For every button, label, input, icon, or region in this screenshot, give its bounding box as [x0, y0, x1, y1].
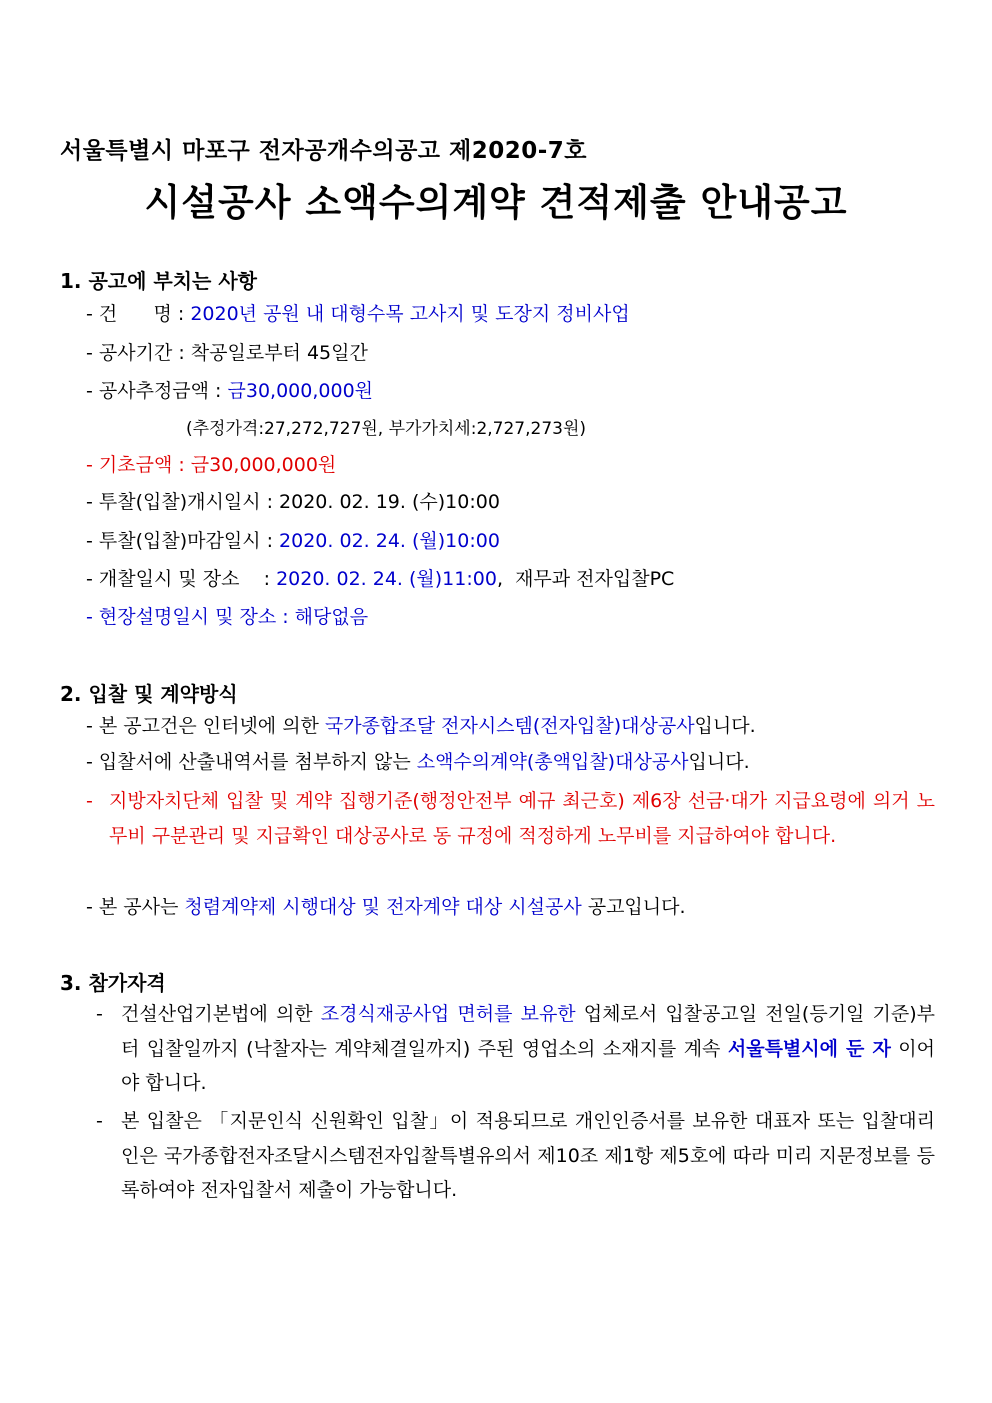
opening-place: , 재무과 전자입찰PC — [496, 568, 675, 590]
method-line-4-end: 공고입니다. — [581, 896, 686, 918]
page-title: 시설공사 소액수의계약 견적제출 안내공고 — [144, 181, 848, 224]
project-name-label: - 건 명 : — [86, 303, 191, 325]
qualification-seoul-highlight: 서울특별시에 둔 자 — [727, 1037, 891, 1060]
method-line-3-dash: - — [86, 790, 93, 812]
method-line-4-highlight: 청렴계약제 시행대상 및 전자계약 대상 시설공사 — [184, 896, 582, 918]
section-1-heading: 1. 공고에 부치는 사항 — [60, 269, 257, 293]
method-line-3 — [86, 784, 935, 853]
method-line-4-text: - 본 공사는 — [86, 896, 185, 918]
bid-open-datetime: - 투찰(입찰)개시일시 : 2020. 02. 19. (수)10:00 — [86, 491, 500, 513]
section-3-heading: 3. 참가자격 — [60, 971, 166, 995]
bid-close-row — [86, 529, 500, 553]
base-price: - 기초금액 : 금30,000,000원 — [86, 454, 337, 476]
method-line-1 — [86, 714, 756, 738]
bid-close-value: 2020. 02. 24. (월)10:00 — [279, 530, 500, 552]
method-line-2-highlight: 소액수의계약(총액입찰)대상공사 — [416, 751, 689, 773]
method-line-1-end: 입니다. — [694, 715, 756, 737]
method-line-1-text: - 본 공고건은 인터넷에 의한 — [86, 715, 325, 737]
opening-row — [86, 567, 674, 591]
site-briefing-row — [86, 605, 368, 629]
qualification-para-2-dash: - — [96, 1110, 103, 1132]
qualification-para-1-text-c: 업체로서 입찰공고일 전일(등기일 기준)부터 입찰일까지 (낙찰자는 계약체결일까지) 주된 영업소의 소재지를 계속 — [121, 1003, 935, 1060]
qualification-para-1-dash: - — [96, 1003, 103, 1025]
project-name-row — [86, 302, 630, 326]
notice-number: 서울특별시 마포구 전자공개수의공고 제2020-7호 — [60, 138, 588, 164]
method-line-2-text: - 입찰서에 산출내역서를 첨부하지 않는 — [86, 751, 417, 773]
method-line-3-text: 지방자치단체 입찰 및 계약 집행기준(행정안전부 예규 최근호) 제6장 선금·대가 지급요령에 의거 노무비 구분관리 및 지급확인 대상공사로 동 규정에 적정하게 노무비를 지급하여야 합니다. — [109, 790, 935, 847]
qualification-para-1-text-e: 이어야 합니다. — [121, 1037, 935, 1094]
estimated-amount-detail: (추정가격:27,272,727원, 부가가치세:2,727,273원) — [186, 419, 587, 439]
method-line-4 — [86, 895, 686, 919]
opening-value: 2020. 02. 24. (월)11:00 — [276, 568, 497, 590]
qualification-license-highlight: 조경식재공사업 면허를 보유한 — [320, 1003, 576, 1025]
qualification-para-1-text-a: 건설산업기본법에 의한 — [121, 1003, 321, 1025]
site-briefing-dash: - — [86, 606, 99, 628]
method-line-2-end: 입니다. — [688, 751, 750, 773]
qualification-para-1 — [96, 997, 935, 1101]
project-name-value: 2020년 공원 내 대형수목 고사지 및 도장지 정비사업 — [190, 303, 630, 325]
method-line-2 — [86, 750, 750, 774]
estimated-amount-label: - 공사추정금액 : — [86, 380, 228, 402]
estimated-amount-value: 금30,000,000원 — [227, 380, 374, 402]
opening-label: - 개찰일시 및 장소 : — [86, 568, 277, 590]
bid-close-label: - 투찰(입찰)마감일시 : — [86, 530, 280, 552]
qualification-para-2-text: 본 입찰은 「지문인식 신원확인 입찰」이 적용되므로 개인인증서를 보유한 대표자 또는 입찰대리인은 국가종합전자조달시스템전자입찰특별유의서 제10조 제1항 제5호에 따라 미리 지문정보를 등록하여야 전자입찰서 제출이 가능합니다. — [121, 1110, 935, 1201]
construction-period: - 공사기간 : 착공일로부터 45일간 — [86, 342, 368, 364]
site-briefing-value: 현장설명일시 및 장소 : 해당없음 — [98, 606, 369, 628]
qualification-para-2 — [96, 1104, 935, 1208]
estimated-amount-row — [86, 379, 373, 403]
method-line-1-highlight: 국가종합조달 전자시스템(전자입찰)대상공사 — [324, 715, 695, 737]
section-2-heading: 2. 입찰 및 계약방식 — [60, 682, 238, 706]
